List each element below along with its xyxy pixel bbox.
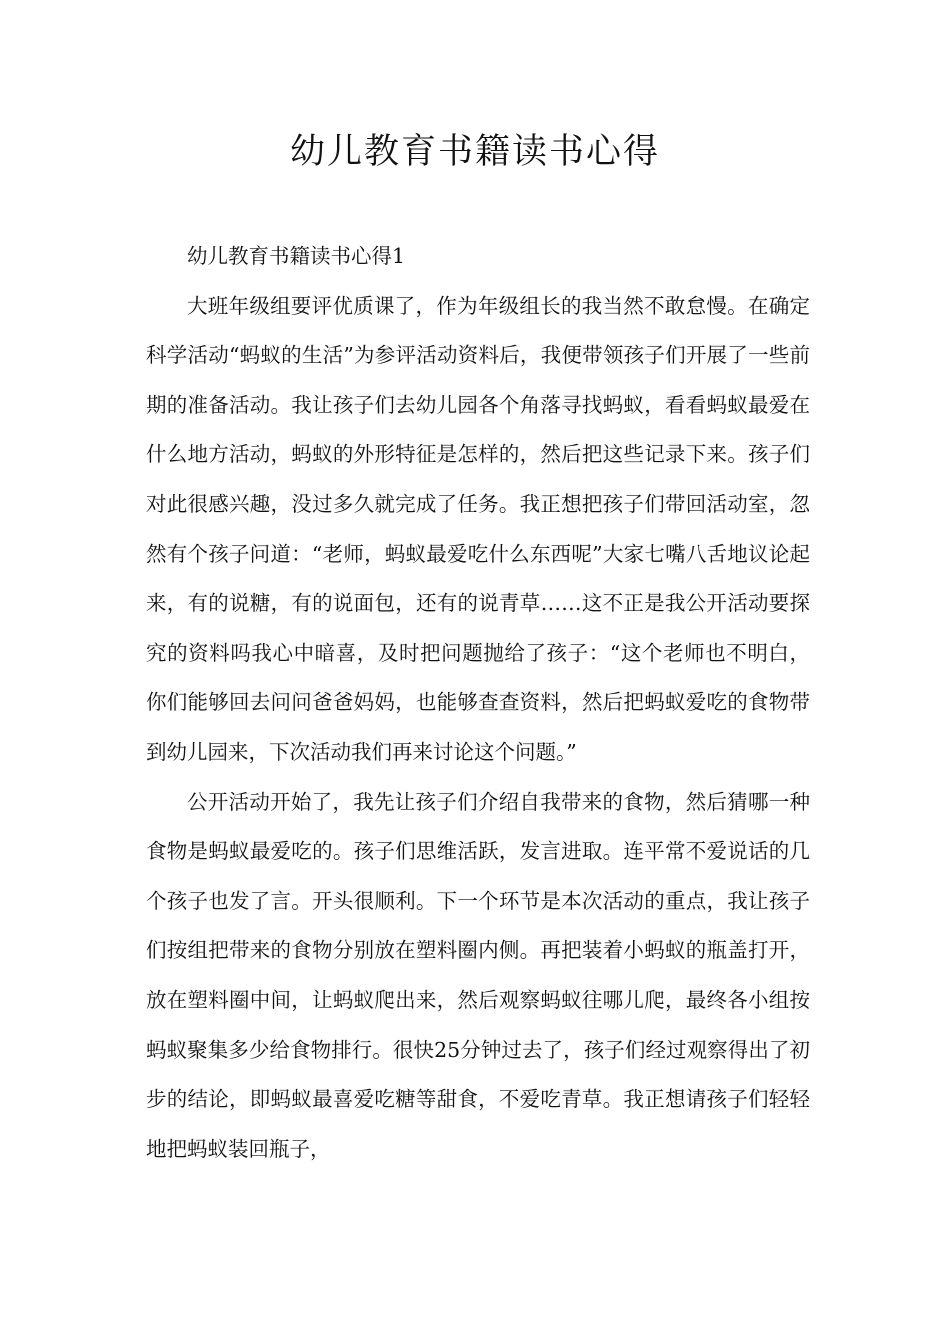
document-title: 幼儿教育书籍读书心得 [289,132,660,172]
paragraph-2: 公开活动开始了，我先让孩子们介绍自我带来的食物，然后猜哪一种食物是蚂蚁最爱吃的。孩子们思维活跃，发言进取。连平常不爱说话的几个孩子也发了言。开头很顺利。下一个环节是本次活动的重点，我让孩子们按组把带来的食物分别放在塑料圈内侧。再把装着小蚂蚁的瓶盖打开，放在塑料圈中间，让蚂蚁爬出来，然后观察蚂蚁往哪儿爬，最终各小组按蚂蚁聚集多少给食物排行。很快25分钟过去了，孩子们经过观察得出了初步的结论，即蚂蚁最喜爱吃糖等甜食，不爱吃青草。我正想请孩子们轻轻地把蚂蚁装回瓶子， [146,789,810,1161]
section-heading: 幼儿教育书籍读书心得1 [187,244,406,268]
document-body [146,232,810,1174]
paragraph-1: 大班年级组要评优质课了，作为年级组长的我当然不敢怠慢。在确定科学活动“蚂蚁的生活”为参评活动资料后，我便带领孩子们开展了一些前期的准备活动。我让孩子们去幼儿园各个角落寻找蚂蚁，看看蚂蚁最爱在什么地方活动，蚂蚁的外形特征是怎样的，然后把这些记录下来。孩子们对此很感兴趣，没过多久就完成了任务。我正想把孩子们带回活动室，忽然有个孩子问道：“老师，蚂蚁最爱吃什么东西呢”大家七嘴八舌地议论起来，有的说糖，有的说面包，还有的说青草……这不正是我公开活动要探究的资料吗我心中暗喜，及时把问题抛给了孩子：“这个老师也不明白，你们能够回去问问爸爸妈妈，也能够查查资料，然后把蚂蚁爱吃的食物带到幼儿园来，下次活动我们再来讨论这个问题。” [146,293,810,764]
